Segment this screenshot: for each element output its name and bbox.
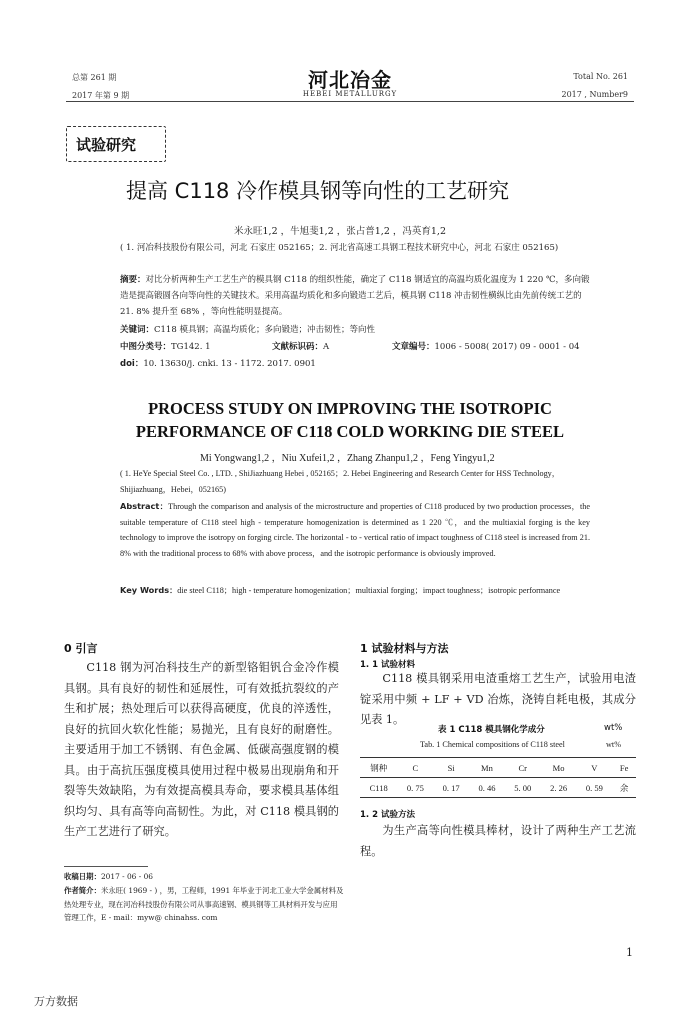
header-issue-cn: 2017 年第 9 期 bbox=[72, 91, 130, 100]
journal-logo: 河北冶金 bbox=[308, 68, 392, 92]
table1-col-fe: Fe bbox=[612, 758, 636, 778]
section-tag: 试验研究 bbox=[76, 136, 137, 154]
table1-cell: 2. 26 bbox=[541, 778, 577, 798]
table1-col-si: Si bbox=[433, 758, 469, 778]
header-rule bbox=[66, 101, 634, 102]
abstract-en-label: Abstract： bbox=[120, 501, 169, 511]
abstract-en-text: Through the comparison and analysis of the microstructure and properties of C118 produced by two production processes，the suitable temperature of C118 steel high - temperature homogenization is determined as 1 220 ℃，and the multiaxial forging is the key technology to improve the isotropy on forging circle. The horizontal - to - vertical ratio of impact toughness of C118 steel is increased from 21. 8% with the traditional process to 68% with above process，and the isotropic performance is obviously improved. bbox=[120, 502, 590, 558]
footnote-received bbox=[64, 870, 344, 884]
intro-heading: 0 引言 bbox=[64, 642, 98, 655]
clc-label: 中图分类号： bbox=[120, 342, 172, 352]
affiliation-en: ( 1. HeYe Special Steel Co. , LTD. , ShiJiazhuang Hebei , 052165；2. Hebei Engineering and Research Center for HSS Technology，Shijiazhuang，Hebei，052165) bbox=[120, 469, 560, 494]
footnote-rule bbox=[64, 866, 148, 867]
article-number-value: 1006 - 5008( 2017) 09 - 0001 - 04 bbox=[434, 342, 580, 352]
author-bio-label: 作者简介： bbox=[64, 886, 101, 895]
paper-title-en-line1: PROCESS STUDY ON IMPROVING THE ISOTROPIC bbox=[148, 399, 552, 418]
table1-col-c: C bbox=[397, 758, 433, 778]
doc-code bbox=[272, 339, 329, 355]
table1-col-v: V bbox=[576, 758, 612, 778]
table1-caption-en: Tab. 1 Chemical compositions of C118 steel bbox=[420, 740, 565, 749]
table1 bbox=[360, 757, 636, 798]
abstract-cn-text: 对比分析两种生产工艺生产的模具钢 C118 的组织性能，确定了 C118 钢适宜的高温均质化温度为 1 220 ℃，多向锻造是提高锻圆各向等向性的关键技术。采用高温均质化和多向锻造工艺后，模具钢 C118 冲击韧性横纵比由先前传统工艺的 21. 8% 提升至 68% ，等向性能明显提高。 bbox=[120, 275, 590, 317]
table1-col-cr: Cr bbox=[505, 758, 541, 778]
doi-value: 10. 13630/j. cnki. 13 - 1172. 2017. 0901 bbox=[143, 359, 316, 369]
section1-heading: 1 试验材料与方法 bbox=[360, 642, 449, 655]
intro-paragraph: C118 钢为河冶科技生产的新型铬钼钒合金冷作模具钢。具有良好的韧性和延展性，可有效抵抗裂纹的产生和扩展；热处理后可以获得高硬度，优良的淬透性，良好的抗回火软化性能；易抛光，且有良好的耐磨性。主要适用于加工不锈钢、有色金属、低碳高强度钢的模具。由于高抗压强度模具使用过程中极易出现崩角和开裂等失效缺陷，为有效提高模具寿命，要求模具基体组织均匀、具有高等向高韧性。为此，对 C118 模具钢的生产工艺进行了研究。 bbox=[64, 661, 339, 838]
table1-cell: 0. 75 bbox=[397, 778, 433, 798]
keywords-cn-label: 关键词： bbox=[120, 325, 155, 335]
paper-title-cn: 提高 C118 冷作模具钢等向性的工艺研究 bbox=[126, 179, 510, 203]
clc-value: TG142. 1 bbox=[171, 342, 211, 352]
author-bio-text: 米永旺( 1969 - ) ，男，工程师，1991 年毕业于河北工业大学金属材料及热处理专业，现在河冶科技股份有限公司从事高速钢、模具钢等工具材料开发与应用管理工作，E - mail：myw@ chinahss. com bbox=[64, 886, 344, 922]
header-issue-en: 2017 , Number9 bbox=[561, 90, 628, 99]
keywords-en bbox=[120, 583, 590, 599]
doc-code-label: 文献标识码： bbox=[272, 342, 324, 352]
table1-col-mo: Mo bbox=[541, 758, 577, 778]
header-total-no-cn: 总第 261 期 bbox=[72, 73, 117, 82]
page-number: 1 bbox=[626, 946, 633, 959]
watermark: 万方数据 bbox=[34, 995, 78, 1008]
section1-2-paragraph: 为生产高等向性模具棒材，设计了两种生产工艺流程。 bbox=[360, 824, 636, 858]
table-row bbox=[360, 778, 636, 798]
clc-number bbox=[120, 339, 211, 355]
article-number-label: 文章编号： bbox=[392, 342, 435, 352]
table1-header-row bbox=[360, 758, 636, 778]
table1-col-mn: Mn bbox=[469, 758, 505, 778]
table1-unit-en: wt% bbox=[606, 740, 622, 749]
received-date: 2017 - 06 - 06 bbox=[100, 872, 153, 881]
keywords-en-text: die steel C118；high - temperature homogenization；multiaxial forging；impact toughness；isotropic performance bbox=[177, 586, 561, 595]
table1-cell: 0. 46 bbox=[469, 778, 505, 798]
section1-1-paragraph: C118 模具钢采用电渣重熔工艺生产，试验用电渣锭采用中频 + LF + VD 冶炼，浇铸自耗电极，其成分见表 1。 bbox=[360, 672, 636, 726]
abstract-en bbox=[120, 499, 590, 561]
keywords-en-label: Key Words： bbox=[120, 585, 178, 595]
table1-cell: 0. 59 bbox=[576, 778, 612, 798]
table1-cell: 余 bbox=[612, 778, 636, 798]
footnote-author bbox=[64, 884, 344, 925]
table1-cell: C118 bbox=[360, 778, 397, 798]
table1-col-steel: 钢种 bbox=[360, 758, 397, 778]
keywords-cn bbox=[120, 322, 590, 338]
abstract-cn-label: 摘要： bbox=[120, 275, 146, 285]
doi-label: doi： bbox=[120, 359, 144, 369]
keywords-cn-text: C118 模具钢；高温均质化；多向锻造；冲击韧性；等向性 bbox=[154, 325, 375, 335]
authors-cn: 米永旺1,2 ，牛旭斐1,2 ，张占普1,2 ，冯英育1,2 bbox=[234, 226, 446, 237]
authors-en: Mi Yongwang1,2 ，Niu Xufei1,2 ，Zhang Zhanpu1,2 ，Feng Yingyu1,2 bbox=[200, 453, 495, 464]
table1-cell: 5. 00 bbox=[505, 778, 541, 798]
table1-cell: 0. 17 bbox=[433, 778, 469, 798]
affiliation-cn: ( 1. 河冶科技股份有限公司，河北 石家庄 052165；2. 河北省高速工具钢工程技术研究中心，河北 石家庄 052165) bbox=[120, 243, 559, 253]
journal-name-en: HEBEI METALLURGY bbox=[302, 90, 398, 98]
section1-2-heading: 1. 2 试验方法 bbox=[360, 810, 415, 820]
doi bbox=[120, 356, 316, 372]
paper-title-en-line2: PERFORMANCE OF C118 COLD WORKING DIE STEEL bbox=[135, 422, 565, 441]
table1-caption-cn: 表 1 C118 模具钢化学成分 bbox=[438, 725, 545, 735]
abstract-cn bbox=[120, 272, 590, 320]
header-total-no-en: Total No. 261 bbox=[573, 72, 628, 81]
article-number bbox=[392, 339, 580, 355]
table1-unit-cn: wt% bbox=[604, 723, 623, 733]
section1-1-heading: 1. 1 试验材料 bbox=[360, 660, 415, 670]
doc-code-value: A bbox=[323, 342, 330, 352]
received-label: 收稿日期： bbox=[64, 872, 101, 881]
